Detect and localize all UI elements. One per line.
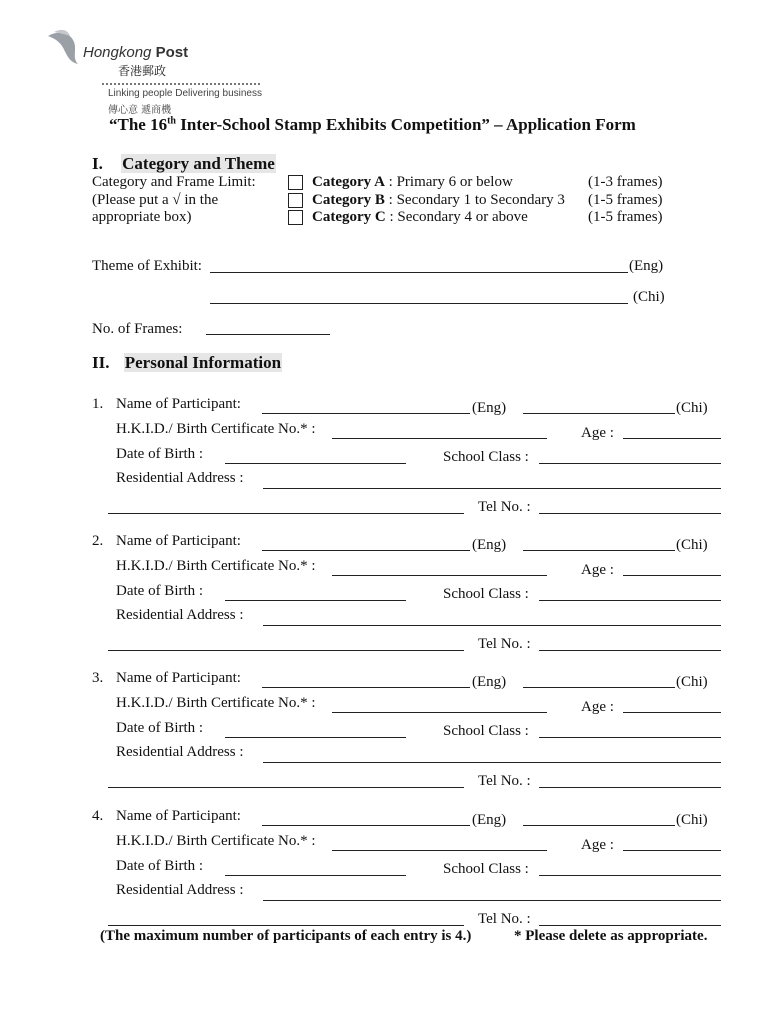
participant-number: 1.	[92, 396, 104, 412]
hkid-label: H.K.I.D./ Birth Certificate No.* :	[116, 833, 316, 849]
category-c-desc: : Secondary 4 or above	[385, 209, 528, 225]
age-field[interactable]	[623, 438, 721, 439]
name-chi-suffix: (Chi)	[676, 537, 708, 553]
brand-name-hongkong: Hongkong	[83, 44, 152, 61]
name-chi-suffix: (Chi)	[676, 400, 708, 416]
hkid-label: H.K.I.D./ Birth Certificate No.* :	[116, 558, 316, 574]
age-label: Age :	[581, 837, 614, 853]
name-eng-suffix: (Eng)	[472, 812, 507, 828]
category-b-name: Category B	[312, 192, 385, 208]
dob-label: Date of Birth :	[116, 583, 204, 599]
tel-label: Tel No. :	[478, 499, 531, 515]
frames-label: No. of Frames:	[92, 321, 183, 337]
dob-label: Date of Birth :	[116, 858, 204, 874]
age-label: Age :	[581, 425, 614, 441]
frame-limit-label-3: appropriate box)	[92, 209, 192, 225]
school-class-field[interactable]	[539, 737, 721, 738]
name-eng-field[interactable]	[262, 687, 470, 688]
address-field-2[interactable]	[108, 925, 464, 926]
tel-field[interactable]	[539, 513, 721, 514]
frames-field[interactable]	[206, 334, 330, 335]
category-b-desc: : Secondary 1 to Secondary 3	[384, 192, 565, 208]
address-label: Residential Address :	[116, 470, 244, 486]
hkid-field[interactable]	[332, 712, 547, 713]
address-field-1[interactable]	[263, 900, 721, 901]
hkid-field[interactable]	[332, 438, 547, 439]
name-label: Name of Participant:	[116, 670, 241, 686]
age-field[interactable]	[623, 850, 721, 851]
name-eng-suffix: (Eng)	[472, 400, 507, 416]
name-eng-suffix: (Eng)	[472, 674, 507, 690]
max-participants-note: (The maximum number of participants of each entry is 4.)	[100, 928, 472, 944]
name-eng-field[interactable]	[262, 413, 470, 414]
address-field-1[interactable]	[263, 625, 721, 626]
school-class-label: School Class :	[443, 861, 529, 877]
category-c-name: Category C	[312, 209, 386, 225]
tel-field[interactable]	[539, 787, 721, 788]
category-a-checkbox[interactable]	[288, 175, 303, 190]
logo-tagline-english: Linking people Delivering business	[108, 88, 262, 99]
frame-limit-label-2: (Please put a √ in the	[92, 192, 219, 208]
name-label: Name of Participant:	[116, 533, 241, 549]
name-chi-suffix: (Chi)	[676, 674, 708, 690]
school-class-label: School Class :	[443, 586, 529, 602]
tel-field[interactable]	[539, 925, 721, 926]
form-title: “The 16th Inter-School Stamp Exhibits Competition” – Application Form	[109, 115, 636, 134]
frame-limit-label-1: Category and Frame Limit:	[92, 174, 256, 190]
category-a-frames: (1-3 frames)	[588, 174, 663, 190]
tel-label: Tel No. :	[478, 773, 531, 789]
theme-chi-field[interactable]	[210, 303, 628, 304]
logo-tagline-chinese: 傳心意 遞商機	[108, 105, 172, 116]
category-b-frames: (1-5 frames)	[588, 192, 663, 208]
name-label: Name of Participant:	[116, 396, 241, 412]
dob-field[interactable]	[225, 737, 406, 738]
school-class-field[interactable]	[539, 600, 721, 601]
age-field[interactable]	[623, 575, 721, 576]
dob-field[interactable]	[225, 463, 406, 464]
bird-logo-icon	[44, 28, 86, 70]
logo-dotted-divider	[102, 83, 260, 85]
theme-eng-suffix: (Eng)	[629, 258, 664, 274]
age-label: Age :	[581, 699, 614, 715]
tel-field[interactable]	[539, 650, 721, 651]
category-c-checkbox[interactable]	[288, 210, 303, 225]
name-chi-field[interactable]	[523, 550, 675, 551]
school-class-field[interactable]	[539, 463, 721, 464]
participant-number: 3.	[92, 670, 104, 686]
category-a-desc: : Primary 6 or below	[384, 174, 513, 190]
participant-number: 4.	[92, 808, 104, 824]
name-eng-field[interactable]	[262, 825, 470, 826]
hkid-field[interactable]	[332, 850, 547, 851]
theme-label: Theme of Exhibit:	[92, 258, 202, 274]
school-class-label: School Class :	[443, 449, 529, 465]
brand-name-post: Post	[155, 44, 189, 61]
address-field-1[interactable]	[263, 762, 721, 763]
brand-name-chinese: 香港郵政	[118, 64, 167, 78]
participant-number: 2.	[92, 533, 104, 549]
delete-note: * Please delete as appropriate.	[514, 928, 708, 944]
school-class-label: School Class :	[443, 723, 529, 739]
address-field-2[interactable]	[108, 787, 464, 788]
name-chi-field[interactable]	[523, 413, 675, 414]
section-1-heading: I. Category and Theme	[92, 154, 275, 173]
name-eng-field[interactable]	[262, 550, 470, 551]
name-chi-suffix: (Chi)	[676, 812, 708, 828]
age-field[interactable]	[623, 712, 721, 713]
age-label: Age :	[581, 562, 614, 578]
school-class-field[interactable]	[539, 875, 721, 876]
name-eng-suffix: (Eng)	[472, 537, 507, 553]
address-label: Residential Address :	[116, 882, 244, 898]
category-b-checkbox[interactable]	[288, 193, 303, 208]
address-label: Residential Address :	[116, 744, 244, 760]
hkid-label: H.K.I.D./ Birth Certificate No.* :	[116, 695, 316, 711]
address-label: Residential Address :	[116, 607, 244, 623]
hkid-field[interactable]	[332, 575, 547, 576]
category-c-frames: (1-5 frames)	[588, 209, 663, 225]
section-2-heading: II. Personal Information	[92, 353, 282, 372]
address-field-2[interactable]	[108, 650, 464, 651]
tel-label: Tel No. :	[478, 636, 531, 652]
name-label: Name of Participant:	[116, 808, 241, 824]
address-field-2[interactable]	[108, 513, 464, 514]
dob-label: Date of Birth :	[116, 720, 204, 736]
theme-eng-field[interactable]	[210, 272, 628, 273]
tel-label: Tel No. :	[478, 911, 531, 927]
dob-field[interactable]	[225, 600, 406, 601]
dob-field[interactable]	[225, 875, 406, 876]
category-a-name: Category A	[312, 174, 385, 190]
dob-label: Date of Birth :	[116, 446, 204, 462]
hkid-label: H.K.I.D./ Birth Certificate No.* :	[116, 421, 316, 437]
address-field-1[interactable]	[263, 488, 721, 489]
name-chi-field[interactable]	[523, 825, 675, 826]
name-chi-field[interactable]	[523, 687, 675, 688]
theme-chi-suffix: (Chi)	[633, 289, 665, 305]
